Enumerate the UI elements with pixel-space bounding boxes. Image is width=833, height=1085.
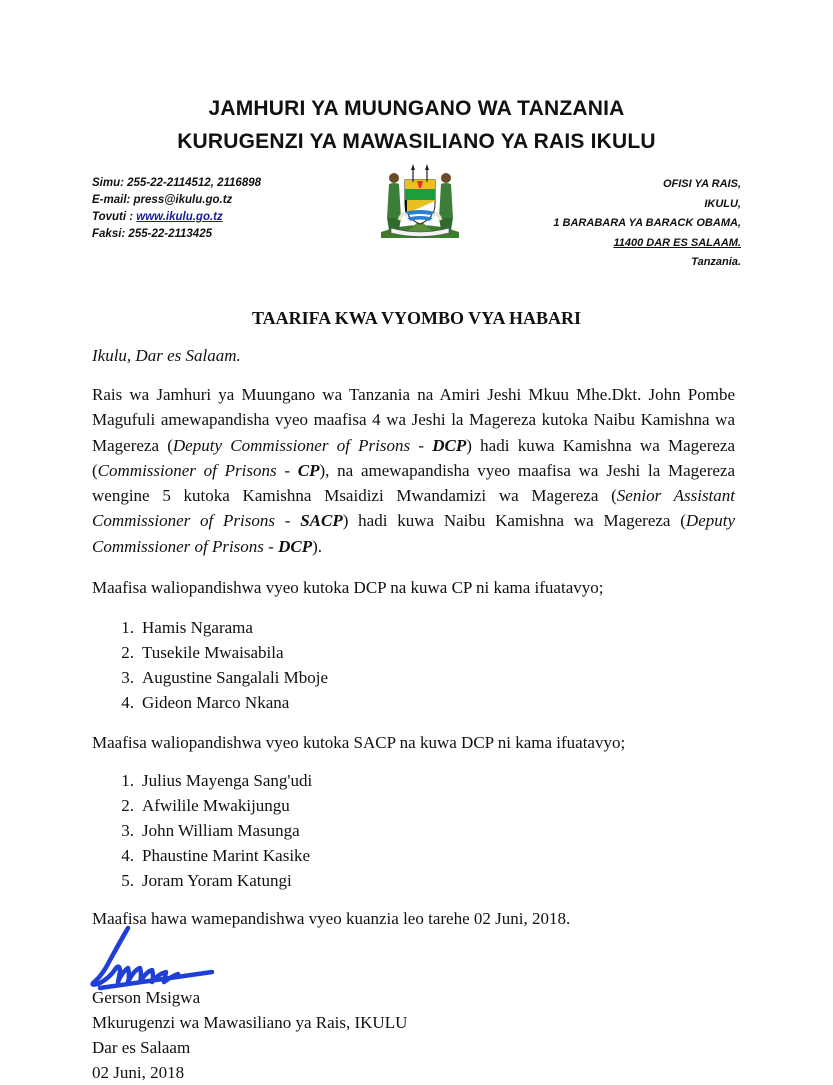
list1 <box>92 615 328 715</box>
list-item-name: Augustine Sangalali Mboje <box>142 668 329 687</box>
para-text-2: ) hadi kuwa Kamishna wa Magereza ( <box>92 435 735 480</box>
list-item-number: 2. <box>121 643 134 662</box>
list-item-number: 2. <box>121 796 134 815</box>
document-heading: TAARIFA KWA VYOMBO VYA HABARI <box>251 308 582 328</box>
contact-fax: Faksi: 255-22-2113425 <box>92 228 212 240</box>
list-item-name: Gideon Marco Nkana <box>142 693 290 712</box>
para-text-1: Rais wa Jamhuri ya Muungano wa Tanzania na Amiri Jeshi Mkuu Mhe.Dkt. John Pombe Magufuli amewapandisha vyeo maafisa 4 wa Jeshi la Magereza kutoka Naibu Kamishna wa Magereza ( <box>92 385 735 455</box>
website-link[interactable]: www.ikulu.go.tz <box>136 211 223 223</box>
para-emph-2: Commissioner of Prisons - <box>97 460 298 480</box>
list-item-name: John William Masunga <box>142 821 300 840</box>
list-item <box>92 690 328 715</box>
list-item-number: 3. <box>121 668 134 687</box>
list-item-name: Joram Yoram Katungi <box>142 871 292 890</box>
list-item <box>92 640 328 665</box>
body-paragraph <box>92 382 735 559</box>
list-item <box>92 768 312 793</box>
signatory-title: Mkurugenzi wa Mawasiliano ya Rais, IKULU <box>92 1013 408 1032</box>
list-item-number: 1. <box>121 618 134 637</box>
list-item-number: 5. <box>121 871 134 890</box>
para-emph-1: Deputy Commissioner of Prisons - <box>172 435 433 455</box>
list-item-name: Tusekile Mwaisabila <box>142 643 284 662</box>
list-item-name: Phaustine Marint Kasike <box>142 846 311 865</box>
list-item-name: Julius Mayenga Sang'udi <box>142 771 313 790</box>
address-line3: 1 BARABARA YA BARACK OBAMA, <box>553 217 741 229</box>
signatory-date: 02 Juni, 2018 <box>92 1063 185 1082</box>
address-line2: IKULU, <box>704 197 741 210</box>
list-item <box>92 665 328 690</box>
dateline: Ikulu, Dar es Salaam. <box>92 346 241 365</box>
contact-right-block <box>553 175 741 273</box>
para-abbr-1: DCP <box>432 435 467 455</box>
list-item-number: 4. <box>121 693 134 712</box>
para-abbr-2: CP <box>297 460 320 480</box>
contact-email: E-mail: press@ikulu.go.tz <box>92 194 233 206</box>
address-line1: OFISI YA RAIS, <box>662 178 741 190</box>
para-emph-4: Deputy Commissioner of Prisons - <box>92 511 736 556</box>
list1-intro: Maafisa waliopandishwa vyeo kutoka DCP na kuwa CP ni kama ifuatavyo; <box>92 578 604 597</box>
signatory-name: Gerson Msigwa <box>92 988 201 1007</box>
list-item-name: Afwilile Mwakijungu <box>142 796 290 815</box>
list-item-number: 4. <box>121 846 134 865</box>
para-text-3: ), na amewapandisha vyeo maafisa wa Jeshi la Magereza wengine 5 kutoka Kamishna Msaidizi Mwandamizi wa Magereza ( <box>92 460 735 506</box>
contact-phone: Simu: 255-22-2114512, 2116898 <box>92 177 262 189</box>
contact-left-block <box>92 175 261 243</box>
list-item-number: 3. <box>121 821 134 840</box>
list2 <box>92 768 312 893</box>
list-item-name: Hamis Ngarama <box>142 618 253 637</box>
para-abbr-3: SACP <box>300 511 343 531</box>
letterhead-title-line1: JAMHURI YA MUUNGANO WA TANZANIA <box>208 97 625 120</box>
list-item <box>92 818 312 843</box>
signature-icon <box>80 920 220 1010</box>
contact-website <box>92 209 261 226</box>
para-abbr-4: DCP <box>278 536 313 556</box>
signatory-place: Dar es Salaam <box>92 1038 191 1057</box>
closing-sentence: Maafisa hawa wamepandishwa vyeo kuanzia leo tarehe 02 Juni, 2018. <box>92 909 571 928</box>
list-item <box>92 843 312 868</box>
letterhead-title-line2: KURUGENZI YA MAWASILIANO YA RAIS IKULU <box>177 130 656 153</box>
list-item-number: 1. <box>121 771 134 790</box>
list-item <box>92 868 312 893</box>
list-item <box>92 615 328 640</box>
address-line5: Tanzania. <box>691 256 741 268</box>
coat-of-arms-icon <box>377 160 463 240</box>
para-text-5: ). <box>312 536 322 556</box>
para-text-4: ) hadi kuwa Naibu Kamishna wa Magereza ( <box>342 511 686 531</box>
list2-intro: Maafisa waliopandishwa vyeo kutoka SACP na kuwa DCP ni kama ifuatavyo; <box>92 733 626 752</box>
list-item <box>92 793 312 818</box>
para-emph-3: Senior Assistant Commissioner of Prisons - <box>92 486 736 531</box>
contact-website-label: Tovuti : <box>92 211 137 223</box>
address-line4: 11400 DAR ES SALAAM. <box>613 236 741 249</box>
